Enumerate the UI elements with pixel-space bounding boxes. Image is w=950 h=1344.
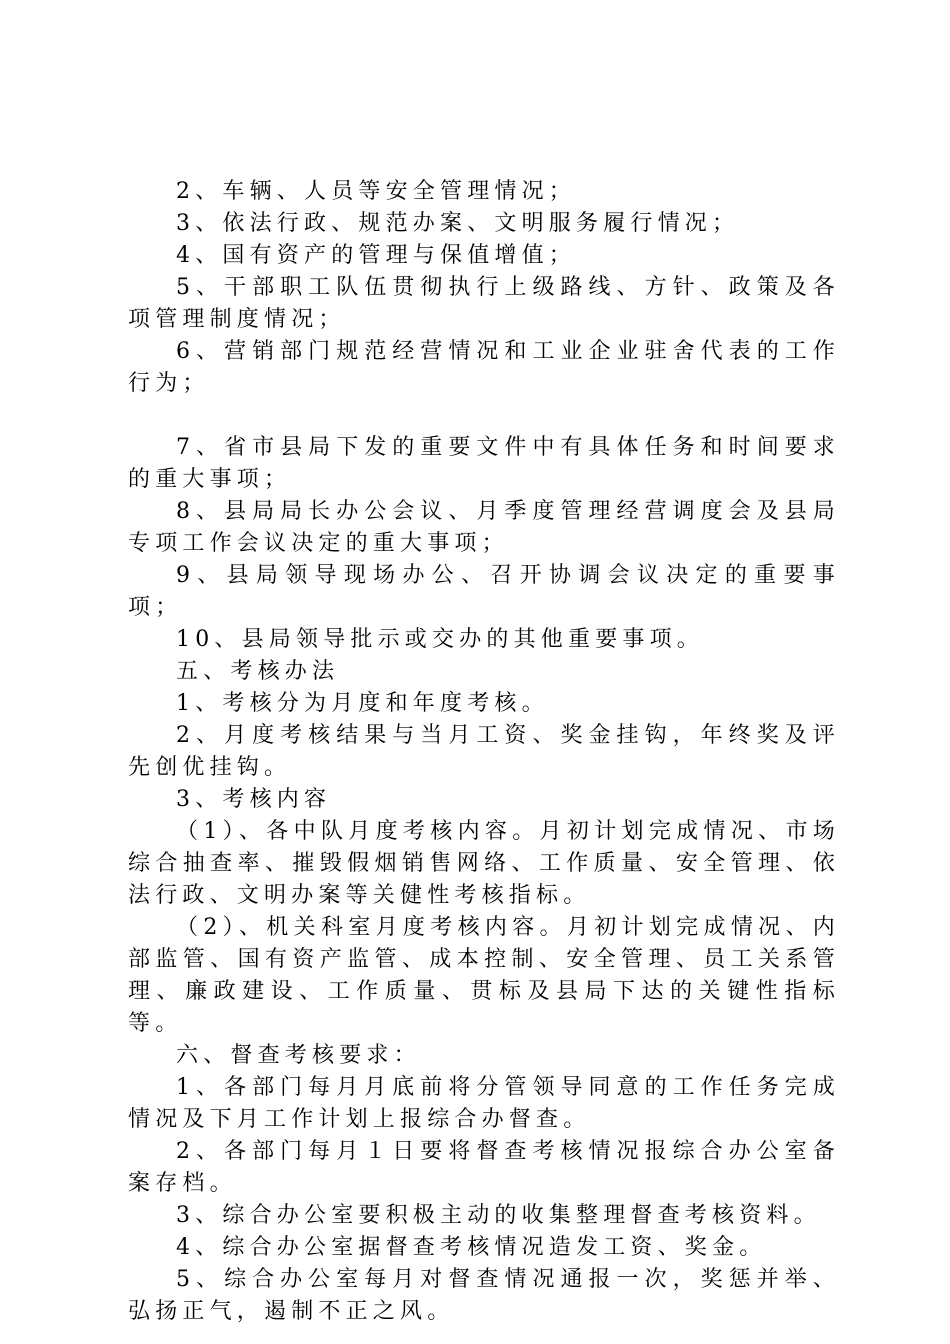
method-item-1: 1、考核分为月度和年度考核。	[176, 691, 549, 716]
method-item-2: 2、月度考核结果与当月工资、奖金挂钩，年终奖及评先创优挂钩。	[128, 723, 840, 780]
requirement-item-2: 2、各部门每月１日要将督查考核情况报综合办公室备案存档。	[128, 1139, 840, 1196]
requirement-item-4: 4、综合办公室据督查考核情况造发工资、奖金。	[176, 1235, 767, 1260]
list-item-3: 3、依法行政、规范办案、文明服务履行情况；	[176, 211, 740, 236]
section-heading-6: 六、督查考核要求：	[176, 1043, 421, 1068]
list-item-2: 2、车辆、人员等安全管理情况；	[176, 179, 576, 204]
section-heading-5: 五、考核办法	[176, 659, 340, 684]
content-subitem-2: （2）、机关科室月度考核内容。月初计划完成情况、内部监管、国有资产监管、成本控制、安全管理、员工关系管理、廉政建设、工作质量、贯标及县局下达的关键性指标等。	[128, 915, 840, 1036]
method-item-3: 3、考核内容	[176, 787, 332, 812]
list-item-8: 8、县局局长办公会议、月季度管理经营调度会及县局专项工作会议决定的重大事项；	[128, 499, 840, 556]
requirement-item-3: 3、综合办公室要积极主动的收集整理督查考核资料。	[176, 1203, 821, 1228]
blank-line	[128, 400, 840, 432]
requirement-item-1: 1、各部门每月月底前将分管领导同意的工作任务完成情况及下月工作计划上报综合办督查。	[128, 1075, 840, 1132]
list-item-5: 5、干部职工队伍贯彻执行上级路线、方针、政策及各项管理制度情况；	[128, 275, 840, 332]
requirement-item-5: 5、综合办公室每月对督查情况通报一次，奖惩并举、弘扬正气，遏制不正之风。	[128, 1267, 840, 1324]
list-item-10: 10、县局领导批示或交办的其他重要事项。	[176, 627, 704, 652]
list-item-6: 6、营销部门规范经营情况和工业企业驻舍代表的工作行为；	[128, 339, 840, 396]
list-item-7: 7、省市县局下发的重要文件中有具体任务和时间要求的重大事项；	[128, 435, 840, 492]
document-body	[128, 176, 840, 1328]
list-item-4: 4、国有资产的管理与保值增值；	[176, 243, 576, 268]
list-item-9: 9、县局领导现场办公、召开协调会议决定的重要事项；	[128, 563, 840, 620]
content-subitem-1: （1）、各中队月度考核内容。月初计划完成情况、市场综合抽查率、摧毁假烟销售网络、工作质量、安全管理、依法行政、文明办案等关健性考核指标。	[128, 819, 840, 908]
